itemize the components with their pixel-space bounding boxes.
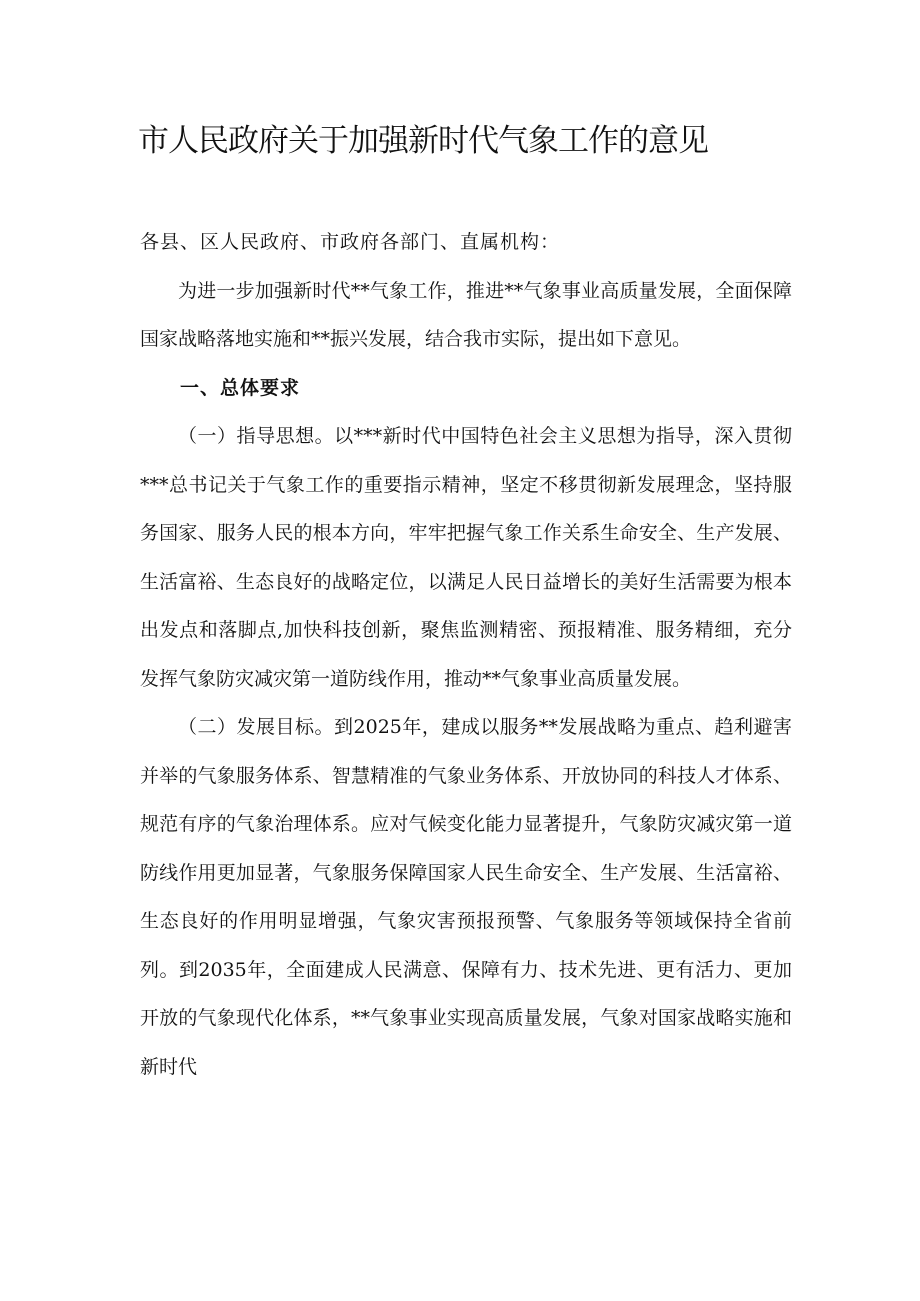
document-title: 市人民政府关于加强新时代气象工作的意见 [138,123,708,159]
intro-paragraph: 为进一步加强新时代**气象工作，推进**气象事业高质量发展，全面保障国家战略落地实施和**振兴发展，结合我市实际，提出如下意见。 [140,279,792,350]
paragraph-guiding-ideology: （一）指导思想。以***新时代中国特色社会主义思想为指导，深入贯彻***总书记关于气象工作的重要指示精神，坚定不移贯彻新发展理念，坚持服务国家、服务人民的根本方向，牢牢把握气象工作关系生命安全、生产发展、生活富裕、生态良好的战略定位，以满足人民日益增长的美好生活需要为根本出发点和落脚点,加快科技创新，聚焦监测精密、预报精准、服务精细，充分发挥气象防灾减灾第一道防线作用，推动**气象事业高质量发展。 [140,425,792,690]
salutation: 各县、区人民政府、市政府各部门、直属机构： [140,231,561,253]
section-heading-general-requirements: 一、总体要求 [180,376,301,399]
document-body [140,218,792,1091]
paragraph-development-goals: （二）发展目标。到2025年，建成以服务**发展战略为重点、趋利避害并举的气象服务体系、智慧精准的气象业务体系、开放协同的科技人才体系、规范有序的气象治理体系。应对气候变化能力显著提升，气象防灾减灾第一道防线作用更加显著，气象服务保障国家人民生命安全、生产发展、生活富裕、生态良好的作用明显增强，气象灾害预报预警、气象服务等领域保持全省前列。到2035年，全面建成人民满意、保障有力、技术先进、更有活力、更加开放的气象现代化体系，**气象事业实现高质量发展，气象对国家战略实施和新时代 [140,716,792,1078]
